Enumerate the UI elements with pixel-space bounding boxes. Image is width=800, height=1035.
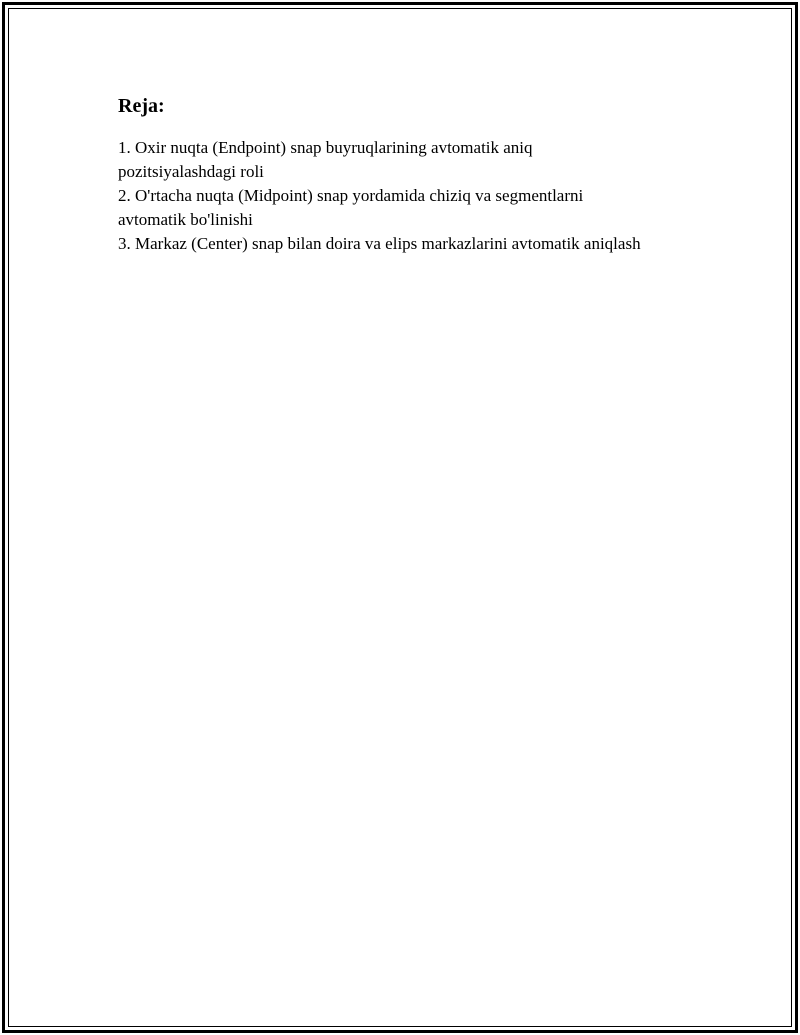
plan-item-3: 3. Markaz (Center) snap bilan doira va elips markazlarini avtomatik aniqlash	[118, 234, 641, 253]
plan-list	[118, 136, 718, 256]
plan-item-2: 2. O'rtacha nuqta (Midpoint) snap yordamida chiziq va segmentlarni avtomatik bo'linishi	[118, 186, 584, 229]
document-content	[118, 94, 718, 256]
plan-heading: Reja:	[118, 95, 165, 117]
plan-item-1: 1. Oxir nuqta (Endpoint) snap buyruqlarining avtomatik aniq pozitsiyalashdagi roli	[118, 138, 533, 181]
